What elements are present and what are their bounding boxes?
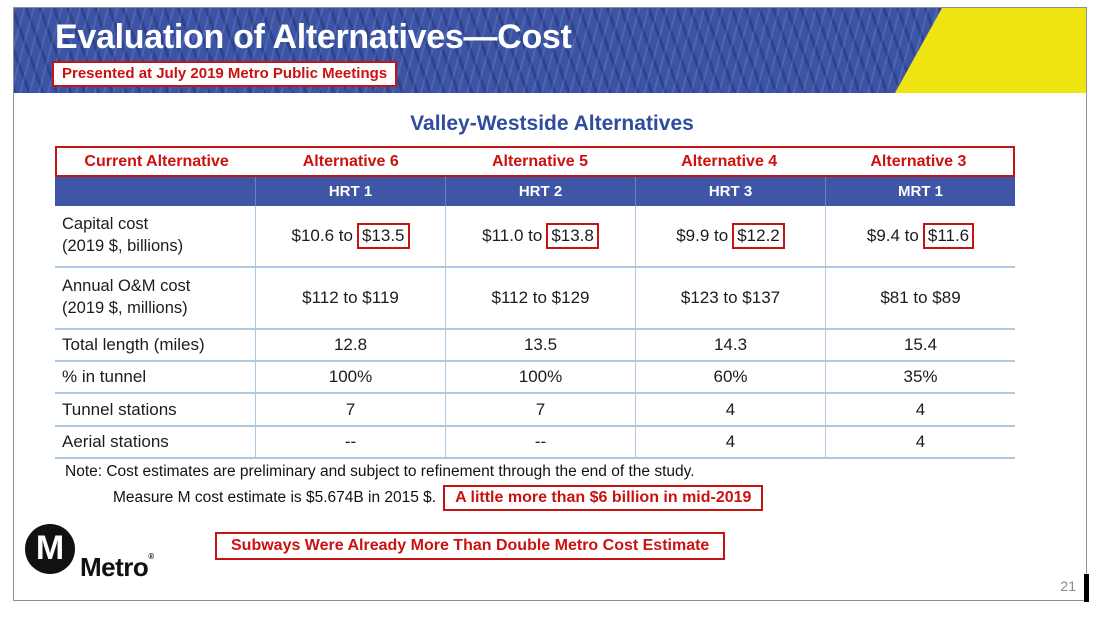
- cell-value: 35%: [825, 362, 1015, 392]
- mode-header-mrt1: MRT 1: [825, 177, 1015, 206]
- cell-value: $112 to $119: [255, 268, 445, 328]
- mode-header-hrt1: HRT 1: [255, 177, 445, 206]
- alt-header-5: Alternative 5: [491, 152, 588, 170]
- table-row-tunnel-stations: [55, 394, 1015, 427]
- cell-value: 7: [255, 394, 445, 425]
- alt-header-6: Alternative 6: [302, 152, 399, 170]
- alt-header-current: Current Alternative: [84, 152, 229, 170]
- mode-header-hrt2: HRT 2: [445, 177, 635, 206]
- metro-wordmark: Metro®: [80, 552, 154, 582]
- cell-value: $81 to $89: [825, 268, 1015, 328]
- cell-value: $123 to $137: [635, 268, 825, 328]
- cell-value: $10.6 to $13.5: [255, 206, 445, 266]
- cell-value: 4: [635, 427, 825, 457]
- cell-value: 100%: [255, 362, 445, 392]
- row-label: % in tunnel: [62, 367, 147, 386]
- row-label: Aerial stations: [62, 432, 169, 451]
- metro-m-icon: M: [25, 524, 75, 574]
- cost-high-boxed: $11.6: [923, 223, 974, 250]
- row-label: Annual O&M cost (2019 $, millions): [62, 277, 191, 317]
- note-line-1: Note: Cost estimates are preliminary and subject to refinement through the end of the study.: [65, 463, 695, 480]
- cell-value: 60%: [635, 362, 825, 392]
- row-label: Tunnel stations: [62, 399, 177, 419]
- cell-value: 12.8: [255, 330, 445, 360]
- mode-header-empty: [55, 177, 255, 206]
- yellow-accent-shape: [895, 8, 1086, 93]
- note-line-2-text: Measure M cost estimate is $5.674B in 2015 $.: [113, 489, 437, 506]
- alternatives-header-row: [55, 146, 1015, 177]
- mode-header-row: [55, 177, 1015, 206]
- cell-value: 15.4: [825, 330, 1015, 360]
- table-row-percent-tunnel: [55, 362, 1015, 394]
- slide-title: Evaluation of Alternatives—Cost: [55, 18, 572, 56]
- note-line-2: [113, 485, 763, 511]
- metro-logo: [25, 524, 154, 583]
- table-row-total-length: [55, 330, 1015, 362]
- cost-high-boxed: $12.2: [732, 223, 785, 250]
- mode-header-hrt3: HRT 3: [635, 177, 825, 206]
- title-banner: [14, 8, 1086, 93]
- row-label: Total length (miles): [62, 335, 205, 354]
- table-row-aerial-stations: [55, 427, 1015, 459]
- table-row-capital-cost: [55, 206, 1015, 268]
- alt-header-3: Alternative 3: [870, 152, 967, 170]
- table-row-om-cost: [55, 268, 1015, 330]
- table-title: Valley-Westside Alternatives: [410, 112, 694, 135]
- cell-value: 7: [445, 394, 635, 425]
- row-label: Capital cost (2019 $, billions): [62, 215, 184, 255]
- cell-value: 13.5: [445, 330, 635, 360]
- cell-value: $9.9 to $12.2: [635, 206, 825, 266]
- mid-2019-highlight: A little more than $6 billion in mid-2019: [443, 485, 763, 511]
- cell-value: 4: [635, 394, 825, 425]
- cell-value: $9.4 to $11.6: [825, 206, 1015, 266]
- cell-value: --: [255, 427, 445, 457]
- cell-value: $112 to $129: [445, 268, 635, 328]
- cell-value: 4: [825, 427, 1015, 457]
- cell-value: 4: [825, 394, 1015, 425]
- cell-value: 14.3: [635, 330, 825, 360]
- alt-header-4: Alternative 4: [681, 152, 778, 170]
- page-number: 21: [1060, 578, 1076, 594]
- presented-badge: Presented at July 2019 Metro Public Meetings: [52, 61, 397, 87]
- cell-value: 100%: [445, 362, 635, 392]
- registered-mark: ®: [148, 552, 154, 561]
- alternatives-table: [55, 146, 1015, 459]
- cost-high-boxed: $13.5: [357, 223, 410, 250]
- footnotes: [55, 462, 763, 511]
- cost-high-boxed: $13.8: [546, 223, 599, 250]
- subways-highlight: Subways Were Already More Than Double Metro Cost Estimate: [215, 532, 725, 560]
- cell-value: $11.0 to $13.8: [445, 206, 635, 266]
- border-tick: [1084, 574, 1089, 602]
- cell-value: --: [445, 427, 635, 457]
